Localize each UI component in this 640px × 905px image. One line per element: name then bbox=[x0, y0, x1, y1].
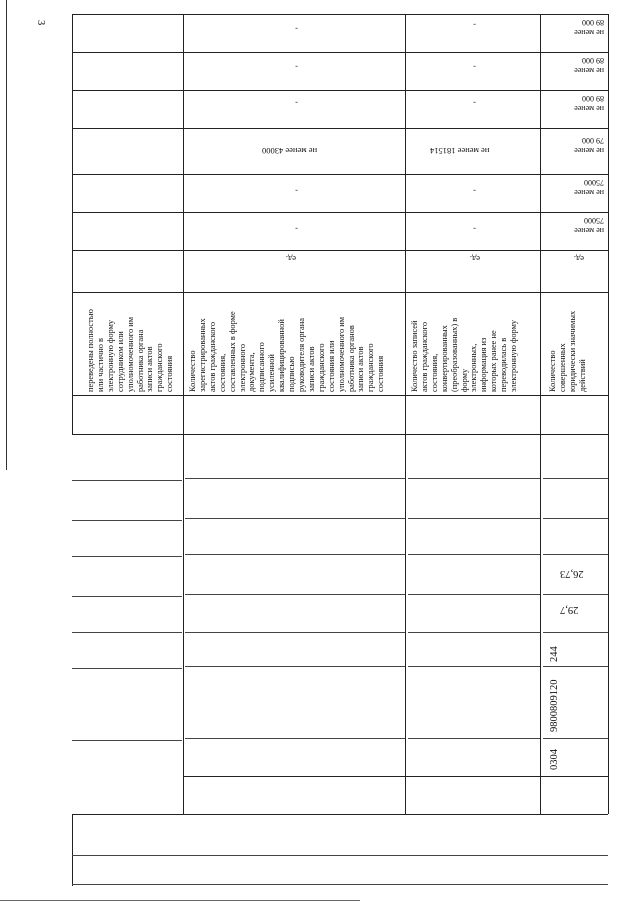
value-row1-col-d: не менее 75000 bbox=[574, 216, 604, 236]
value-row5-col-b: - bbox=[295, 62, 298, 72]
value-row6-col-d: не менее 89 000 bbox=[574, 18, 604, 38]
page-number: 3 bbox=[35, 20, 46, 26]
value-row2-col-d: не менее 75000 bbox=[574, 178, 604, 198]
value-row4-col-d: не менее 89 000 bbox=[574, 94, 604, 114]
budget-value-a: 29,7 bbox=[560, 604, 579, 615]
value-row3-col-d: не менее 79 000 bbox=[574, 136, 604, 156]
budget-code-c: 244 bbox=[549, 646, 560, 662]
value-row2-col-c: - bbox=[473, 186, 476, 196]
value-row4-col-c: - bbox=[473, 98, 476, 108]
budget-value-b: 26,73 bbox=[560, 568, 584, 579]
header-col-d-text: Количество совершенных юридически значимых действий bbox=[548, 310, 587, 392]
value-row3-col-b: не менее 43000 bbox=[262, 146, 318, 156]
header-col-a-text: переведены полностью или частично в электронную форму сотрудником или уполномоченного им работника органа записи актов гражданского состояния bbox=[86, 309, 175, 392]
value-row1-col-b: - bbox=[295, 224, 298, 234]
header-col-c-text: Количество записей актов гражданского состояния, конвертированных (преобразованных) в форму электронных, информация из которых ранее не переводилась в электронную форму bbox=[410, 317, 519, 392]
unit-col-c: ед. bbox=[469, 254, 480, 264]
budget-code-a: 0304 bbox=[549, 749, 560, 770]
value-row2-col-b: - bbox=[295, 186, 298, 196]
budget-code-b: 9800809120 bbox=[549, 679, 560, 732]
unit-col-b: ед. bbox=[285, 254, 296, 264]
header-col-b-text: Количество зарегистрированных актов гражданского состояния, составленных в форме электронного документа, подписанного усиленной квалифицированной подписью руководителя органа записи актов гражданского состояния или уполномоченного им работника органов записи актов гражданского состояния bbox=[188, 311, 386, 392]
value-row3-col-c: не менее 181514 bbox=[430, 146, 490, 156]
value-row5-col-c: - bbox=[473, 62, 476, 72]
left-margin-line bbox=[6, 0, 7, 470]
value-row5-col-d: не менее 89 000 bbox=[574, 56, 604, 76]
value-row6-col-b: - bbox=[295, 24, 298, 34]
value-row1-col-c: - bbox=[473, 224, 476, 234]
value-row6-col-c: - bbox=[473, 20, 476, 30]
unit-col-d: ед. bbox=[573, 254, 584, 264]
value-row4-col-b: - bbox=[295, 98, 298, 108]
